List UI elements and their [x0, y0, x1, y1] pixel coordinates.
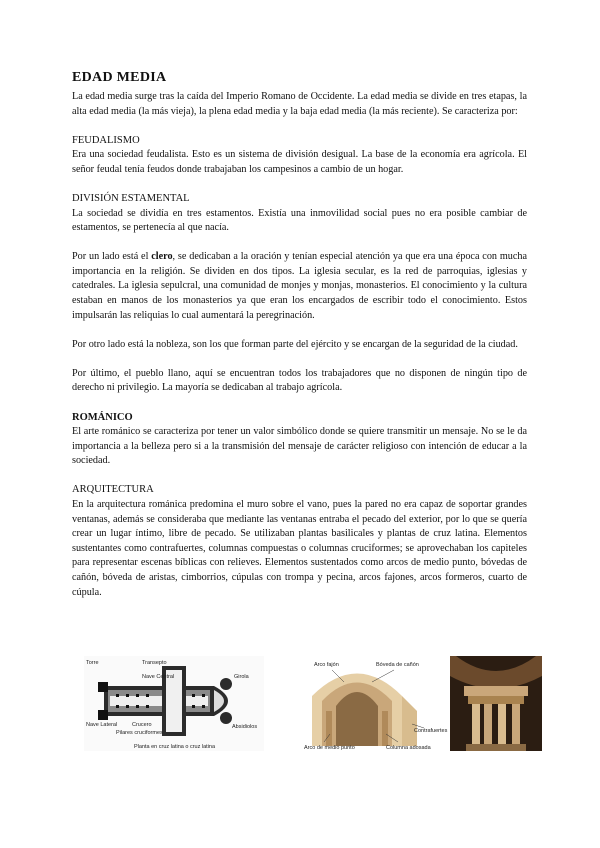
- intro-paragraph: La edad media surge tras la caída del Imperio Romano de Occidente. La edad media se divide en tres etapas, la alta edad media (la más vieja), la plena edad media y la baja edad media (la más reciente). Se caracteriza por:: [72, 91, 527, 117]
- nobleza-paragraph: Por otro lado está la nobleza, son los que forman parte del ejército y se encargan de la seguridad de la ciudad.: [72, 338, 518, 350]
- clero-paragraph: [72, 250, 527, 323]
- label-girola: Girola: [234, 674, 249, 680]
- clero-post: , se dedicaban a la oración y tenían especial atención ya que era una época con mucha importancia en la religión. Se dividen en dos tipos. La iglesia secular, es la red de parroquias, iglesias y catedrales. La iglesia sepulcral, una comunidad de monjes y monjas, monasterios. El conocimiento y la cultura estaban en manos de los monasterios ya que eran los encargados de escribir todo el conocimiento. Estos impulsarán las reliquias lo cual aumentará la peregrinación.: [72, 251, 527, 321]
- label-arco-medio: Arco de medio punto: [304, 745, 355, 751]
- vault-figure: [302, 656, 454, 751]
- feudalismo-paragraph: Era una sociedad feudalista. Esto es un sistema de división desigual. La base de la economía era agrícola. El señor feudal tenía feudos donde trabajaban los campesinos a cambio de un hogar.: [72, 149, 527, 175]
- floor-plan-caption: Planta en cruz latina o cruz latina: [134, 744, 216, 750]
- label-absidiolos: Absidiolos: [232, 724, 258, 730]
- document-body: [72, 70, 527, 600]
- capitals-photo: [450, 656, 542, 751]
- arquitectura-paragraph: En la arquitectura románica predomina el muro sobre el vano, pues la pared no era capaz de soportar grandes ventanas, además se consideraba que mediante las ventanas entraba el pecado del exterior, por lo que se quería crear un lugar íntimo, libre de pecado. Se utilizaban plantas basilicales y plantas de cruz latina. Elementos sustentantes como contrafuertes, columnas compuestas o columnas cruciformes; se aprovechaban los capiteles para representar escenas bíblicas con relieves. Elementos sustentados como arcos de medio punto, bóvedas de cañón, bóveda de aristas, cimborrios, cúpulas con trompa y pecina, arcos fajones, arcos formeros, cuarto de cúpula.: [72, 498, 527, 598]
- label-boveda: Bóveda de cañón: [376, 662, 419, 668]
- label-nave-lateral: Nave Lateral: [86, 722, 118, 728]
- capitals-drawing: [450, 656, 542, 751]
- label-crucero: Crucero: [132, 722, 152, 728]
- label-columna: Columna adosada: [386, 745, 431, 751]
- page-title: EDAD MEDIA: [72, 70, 167, 85]
- floor-plan-drawing: [84, 656, 264, 751]
- label-arco-fajon: Arco fajón: [314, 662, 339, 668]
- label-pilares: Pilares cruciformes: [116, 730, 163, 736]
- label-contrafuertes: Contrafuertes: [414, 728, 448, 734]
- feudalismo-heading: FEUDALISMO: [72, 134, 140, 146]
- estamental-heading: DIVISIÓN ESTAMENTAL: [72, 192, 190, 204]
- arquitectura-heading: ARQUITECTURA: [72, 484, 154, 496]
- label-nave-central: Nave Central: [142, 674, 175, 680]
- romanico-paragraph: El arte románico se caracteriza por tener un valor simbólico donde se quiere transmitir un mensaje. No se le da importancia a la belleza pero si a la transmisión del mensaje de carácter religioso con intención de educar a la sociedad.: [72, 426, 527, 467]
- pueblo-paragraph: Por último, el pueblo llano, aquí se encuentran todos los trabajadores que no disponen de ningún tipo de derecho ni privilegio. La mayoría se dedicaban al trabajo agrícola.: [72, 367, 527, 394]
- label-torre: Torre: [86, 660, 99, 666]
- label-transepto: Transepto: [142, 660, 167, 666]
- clero-bold: clero: [151, 251, 173, 263]
- floor-plan-figure: [84, 656, 264, 751]
- estamental-paragraph: La sociedad se dividía en tres estamentos. Existía una inmovilidad social pues no era posible cambiar de estamentos, se pertenecía al que nacía.: [72, 207, 527, 234]
- romanico-heading: ROMÁNICO: [72, 411, 133, 423]
- vault-drawing: [302, 656, 454, 751]
- clero-pre: Por un lado está el: [72, 251, 152, 263]
- figures-row: [72, 656, 542, 751]
